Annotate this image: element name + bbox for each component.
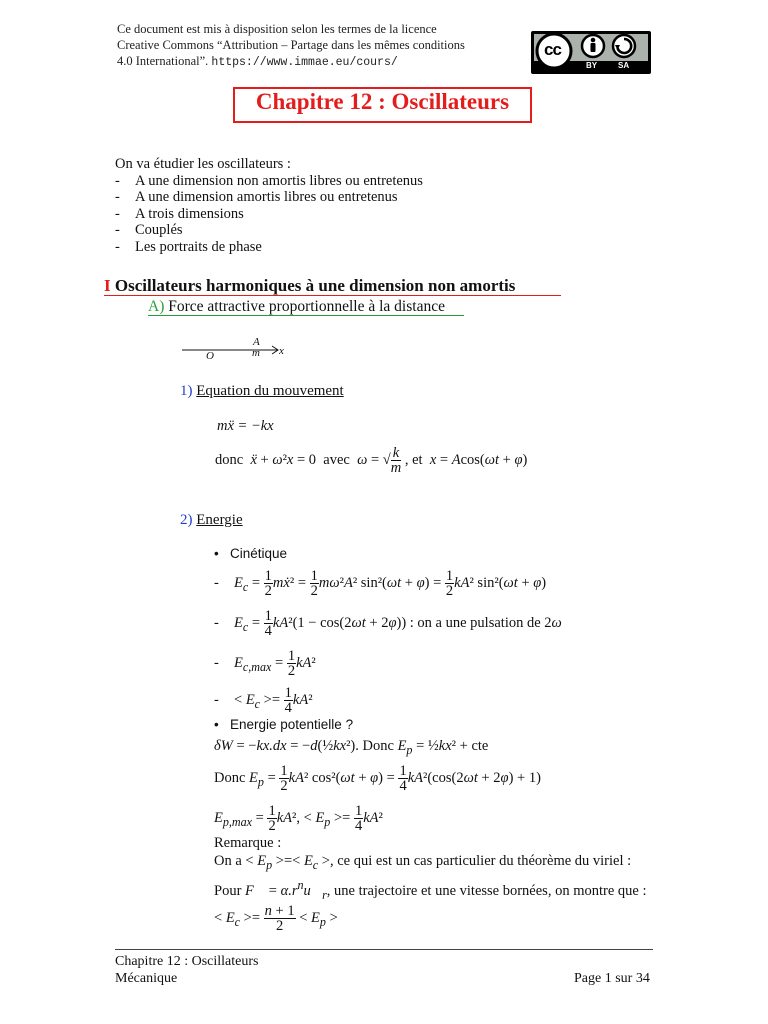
remark-force: Pour F⃗ = $\alpha.r^nu⃗_r$, une trajectoire et une vitesse bornées, on montre que : <box>214 878 647 902</box>
traj-text: , une trajectoire et une vitesse bornées, on montre que : <box>326 882 647 899</box>
eq-potential: Donc $E_p$ = $\frac{1}{2}$ kA² cos²(ωt + φ) = $\frac{1}{4}$ kA²(cos(2ωt + 2φ) + 1) <box>214 763 541 794</box>
footer-chapter: Chapitre 12 : Oscillateurs <box>115 954 259 969</box>
diagram-label-O: O <box>206 350 214 362</box>
footer-divider <box>115 949 653 950</box>
subsubsection-heading <box>180 383 344 400</box>
footer-left <box>115 953 258 987</box>
eq-et: , et <box>404 451 423 468</box>
intro-item: - A trois dimensions <box>115 205 244 222</box>
subsubsection-heading <box>180 512 243 529</box>
footer-subject: Mécanique <box>115 971 178 986</box>
pulsation-text: : on a une pulsation de <box>406 614 545 631</box>
diagram-label-x: x <box>279 345 284 357</box>
donc-text: Donc <box>214 769 246 786</box>
remark-virial: On $a < E_p$ >=< $E_c$ >, ce qui est un cas particulier du théorème du viriel : <box>214 853 632 872</box>
section-number: I <box>104 276 111 295</box>
intro-item: - A une dimension non amortis libres ou entretenus <box>115 172 423 189</box>
eq-kinetic-mean: - < $E_c$ >= $\frac{1}{4}$ kA² <box>214 685 313 716</box>
eq-kinetic-max: - $E_{c,max}$ = $\frac{1}{2}$ kA² <box>214 648 316 679</box>
license-url-link[interactable]: https://www.immae.eu/cours/ <box>211 56 398 69</box>
section-title: Oscillateurs harmoniques à une dimension non amortis <box>114 276 516 295</box>
intro-block <box>115 156 423 255</box>
viriel-text: , ce qui est un cas particulier du théorème du viriel : <box>329 853 632 869</box>
bullet-potential: • Energie potentielle ? <box>214 717 354 732</box>
license-notice <box>117 21 497 71</box>
section-underline <box>104 295 561 296</box>
subsubsection-title: Equation du mouvement <box>196 383 344 399</box>
footer-page-number: Page 1 sur 34 <box>574 971 650 986</box>
on-a-text: On a <box>214 853 242 869</box>
intro-item: - Couplés <box>115 222 183 238</box>
remark-heading: Remarque : <box>214 835 282 851</box>
section-heading <box>104 276 515 296</box>
eq-kinetic-1: - $E_c$ = $\frac{1}{2}$ mẋ² = $\frac{1}{2}$ mω²A² sin²(ωt + φ) = $\frac{1}{2}$ kA² sin²(ωt + φ) <box>214 568 547 599</box>
kinetic-label: Cinétique <box>229 546 288 561</box>
potential-label: Energie potentielle ? <box>229 717 354 732</box>
license-line-3 <box>117 53 497 71</box>
intro-lead: On va étudier les oscillateurs : <box>115 156 291 172</box>
license-line-2: Creative Commons “Attribution – Partage dans les mêmes conditions <box>117 38 465 52</box>
eq-virial: < $E_c$ >= $\frac{n + 1}{2}$ < $E_p$ > <box>214 903 338 934</box>
bullet-kinetic: • Cinétique <box>214 546 288 561</box>
subsection-label: A) <box>148 298 165 315</box>
equation-motion: mẍ = −kx <box>217 418 274 434</box>
subsection-heading <box>148 298 445 316</box>
eq-avec: avec <box>323 451 350 468</box>
eq-work: δW = −kx.dx = −d(½kx²). Donc $E_p$ = ½kx² + cte <box>214 738 489 757</box>
sa-label: SA <box>618 61 630 70</box>
subsubsection-label: 2) <box>180 512 193 528</box>
intro-item: - Les portraits de phase <box>115 238 262 255</box>
by-label: BY <box>586 61 598 70</box>
pour-text: Pour <box>214 882 242 899</box>
subsection-underline <box>148 315 464 316</box>
subsection-title: Force attractive proportionnelle à la distance <box>168 298 445 315</box>
cc-label: cc <box>544 40 561 59</box>
eq-donc: donc <box>215 451 244 468</box>
license-line-1: Ce document est mis à disposition selon les termes de la licence <box>117 22 437 36</box>
donc-text: Donc <box>362 738 394 754</box>
eq-kinetic-2: - $E_c$ = $\frac{1}{4}$ kA²(1 − cos(2ωt + 2φ)) : on a une pulsation de 2ω <box>214 608 562 639</box>
cc-by-sa-badge[interactable] <box>531 31 651 74</box>
diagram-label-m: m <box>252 347 260 359</box>
subsubsection-label: 1) <box>180 383 193 399</box>
cte-text: cte <box>471 738 489 754</box>
subsubsection-title: Energie <box>196 512 243 528</box>
axis-diagram <box>180 340 290 365</box>
license-line-3-text: 4.0 International”. <box>117 54 209 68</box>
intro-item: - A une dimension amortis libres ou entretenus <box>115 189 398 205</box>
equation-solution: donc ẍ + ω²x = 0 avec ω = √ $\frac{k}{m}$ , et x = Acos(ωt + φ) <box>215 445 528 476</box>
diagram-label-A: A <box>253 336 260 348</box>
eq-potential-max: $E_{p,max}$ = $\frac{1}{2}$ kA², < $E_p$ >= $\frac{1}{4}$ kA² <box>214 803 383 834</box>
page-title: Chapitre 12 : Oscillateurs <box>255 89 510 114</box>
